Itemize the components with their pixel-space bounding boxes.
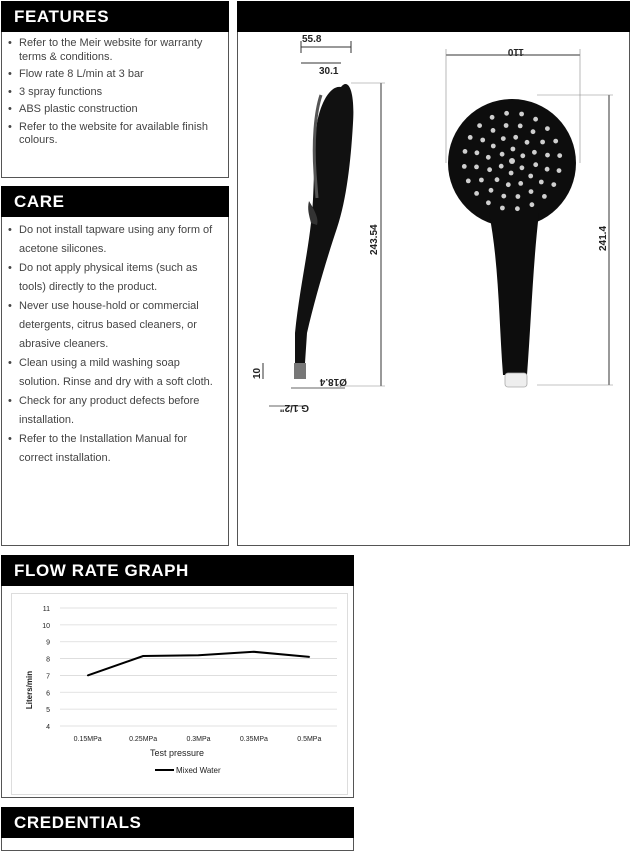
spray-nozzle (520, 165, 525, 170)
dim-front-length: 241.4 (598, 225, 609, 251)
features-item: • 3 spray functions (5, 86, 223, 100)
spray-nozzle (474, 191, 479, 196)
chart-x-tick: 0.25MPa (129, 736, 158, 743)
chart-data-point (142, 655, 144, 657)
spray-nozzle (486, 200, 491, 205)
spray-nozzle (509, 158, 515, 164)
spray-nozzle (504, 111, 509, 116)
side-view-shape (295, 84, 353, 363)
care-item: • Check for any product defects before installation. (5, 392, 223, 430)
care-item: • Clean using a mild washing soap solution. Rinse and dry with a soft cloth. (5, 354, 223, 392)
care-item: • Do not apply physical items (such as tools) directly to the product. (5, 259, 223, 297)
spray-nozzle (474, 165, 479, 170)
spray-nozzle (487, 167, 492, 172)
chart-x-tick: 0.5MPa (297, 736, 322, 743)
spray-nozzle (532, 150, 537, 155)
dim-side-thread: G 1/2" (279, 402, 309, 413)
spray-nozzle (468, 135, 473, 140)
spray-nozzle (515, 206, 520, 211)
chart-legend-label: Mixed Water (176, 766, 221, 775)
spray-nozzle (530, 202, 535, 207)
flow-rate-chart (11, 593, 348, 795)
spray-nozzle (531, 129, 536, 134)
chart-y-tick: 11 (42, 606, 50, 613)
spray-nozzle (542, 194, 547, 199)
dim-side-dia: Ø18.4 (319, 376, 347, 387)
spray-nozzle (495, 177, 500, 182)
spray-nozzle (545, 126, 550, 131)
spray-nozzle (491, 144, 496, 149)
care-list (5, 221, 223, 468)
spray-nozzle (525, 140, 530, 145)
dim-side-top: 55.8 (302, 34, 322, 45)
chart-y-tick: 8 (46, 656, 50, 664)
spray-nozzle (504, 123, 509, 128)
spray-nozzle (545, 153, 550, 158)
spray-nozzle (462, 164, 467, 169)
features-heading: FEATURES (1, 1, 229, 32)
features-item: • ABS plastic construction (5, 103, 223, 117)
spray-nozzle (509, 171, 514, 176)
chart-y-tick: 7 (46, 673, 50, 681)
spray-nozzle (528, 174, 533, 179)
chart-x-tick: 0.35MPa (239, 736, 268, 743)
spray-nozzle (475, 150, 480, 155)
chart-y-tick: 9 (46, 639, 50, 647)
spray-nozzle (553, 139, 558, 144)
dim-side-length: 243.54 (369, 224, 380, 255)
dim-front-width: 110 (507, 46, 524, 57)
side-view (252, 34, 385, 413)
diagram-header-bar (237, 1, 630, 32)
spray-nozzle (551, 182, 556, 187)
care-item: • Never use house-hold or commercial detergents, citrus based cleaners, or abrasive cleaners. (5, 297, 223, 354)
spray-nozzle (539, 180, 544, 185)
spray-nozzle (518, 124, 523, 129)
front-view-handle (489, 213, 539, 375)
chart-y-tick: 10 (42, 622, 50, 630)
spray-nozzle (466, 179, 471, 184)
spray-nozzle (513, 135, 518, 140)
side-view-connector (294, 363, 306, 379)
dim-side-base: 10 (252, 367, 263, 379)
spray-nozzle (529, 189, 534, 194)
chart-data-point (309, 656, 311, 658)
care-item: • Refer to the Installation Manual for correct installation. (5, 430, 223, 468)
chart-xlabel: Test pressure (149, 748, 205, 758)
spray-nozzle (489, 188, 494, 193)
spray-nozzle (486, 155, 491, 160)
spray-nozzle (511, 147, 516, 152)
spray-nozzle (533, 117, 538, 122)
spray-nozzle (500, 206, 505, 211)
spray-nozzle (516, 194, 521, 199)
spray-nozzle (519, 112, 524, 117)
chart-y-tick: 4 (46, 724, 50, 731)
spray-nozzle (557, 153, 562, 158)
features-list (5, 37, 223, 152)
dim-side-head: 30.1 (319, 66, 339, 77)
spray-nozzle (479, 178, 484, 183)
care-heading: CARE (1, 186, 229, 217)
features-item: • Flow rate 8 L/min at 3 bar (5, 68, 223, 82)
chart-x-tick: 0.3MPa (186, 736, 211, 743)
flow-graph-heading: FLOW RATE GRAPH (1, 555, 354, 586)
spray-nozzle (501, 136, 506, 141)
spray-nozzle (540, 140, 545, 145)
spray-nozzle (463, 149, 468, 154)
features-item: • Refer to the Meir website for warranty terms & conditions. (5, 37, 223, 64)
credentials-heading: CREDENTIALS (1, 807, 354, 838)
spray-nozzle (500, 152, 505, 157)
spray-nozzle (545, 167, 550, 172)
spray-nozzle (491, 128, 496, 133)
chart-y-tick: 5 (46, 707, 50, 715)
chart-data-point (87, 675, 89, 677)
chart-y-tick: 6 (46, 690, 50, 698)
spray-nozzle (499, 164, 504, 169)
spray-nozzle (477, 123, 482, 128)
features-item: • Refer to the website for available finish colours. (5, 121, 223, 148)
spray-nozzle (557, 168, 562, 173)
chart-x-tick: 0.15MPa (73, 736, 102, 743)
spray-nozzle (520, 153, 525, 158)
shower-diagram (237, 33, 630, 546)
spray-nozzle (490, 115, 495, 120)
spray-nozzle (518, 181, 523, 186)
spray-nozzle (501, 194, 506, 199)
chart-ylabel: Liters/min (25, 670, 34, 710)
spray-nozzle (533, 162, 538, 167)
chart-data-point (253, 651, 255, 653)
front-view-connector (505, 373, 527, 387)
spray-nozzle (480, 138, 485, 143)
care-item: • Do not install tapware using any form of acetone silicones. (5, 221, 223, 259)
chart-data-point (198, 654, 200, 656)
spray-nozzle (506, 182, 511, 187)
front-view (446, 46, 613, 387)
